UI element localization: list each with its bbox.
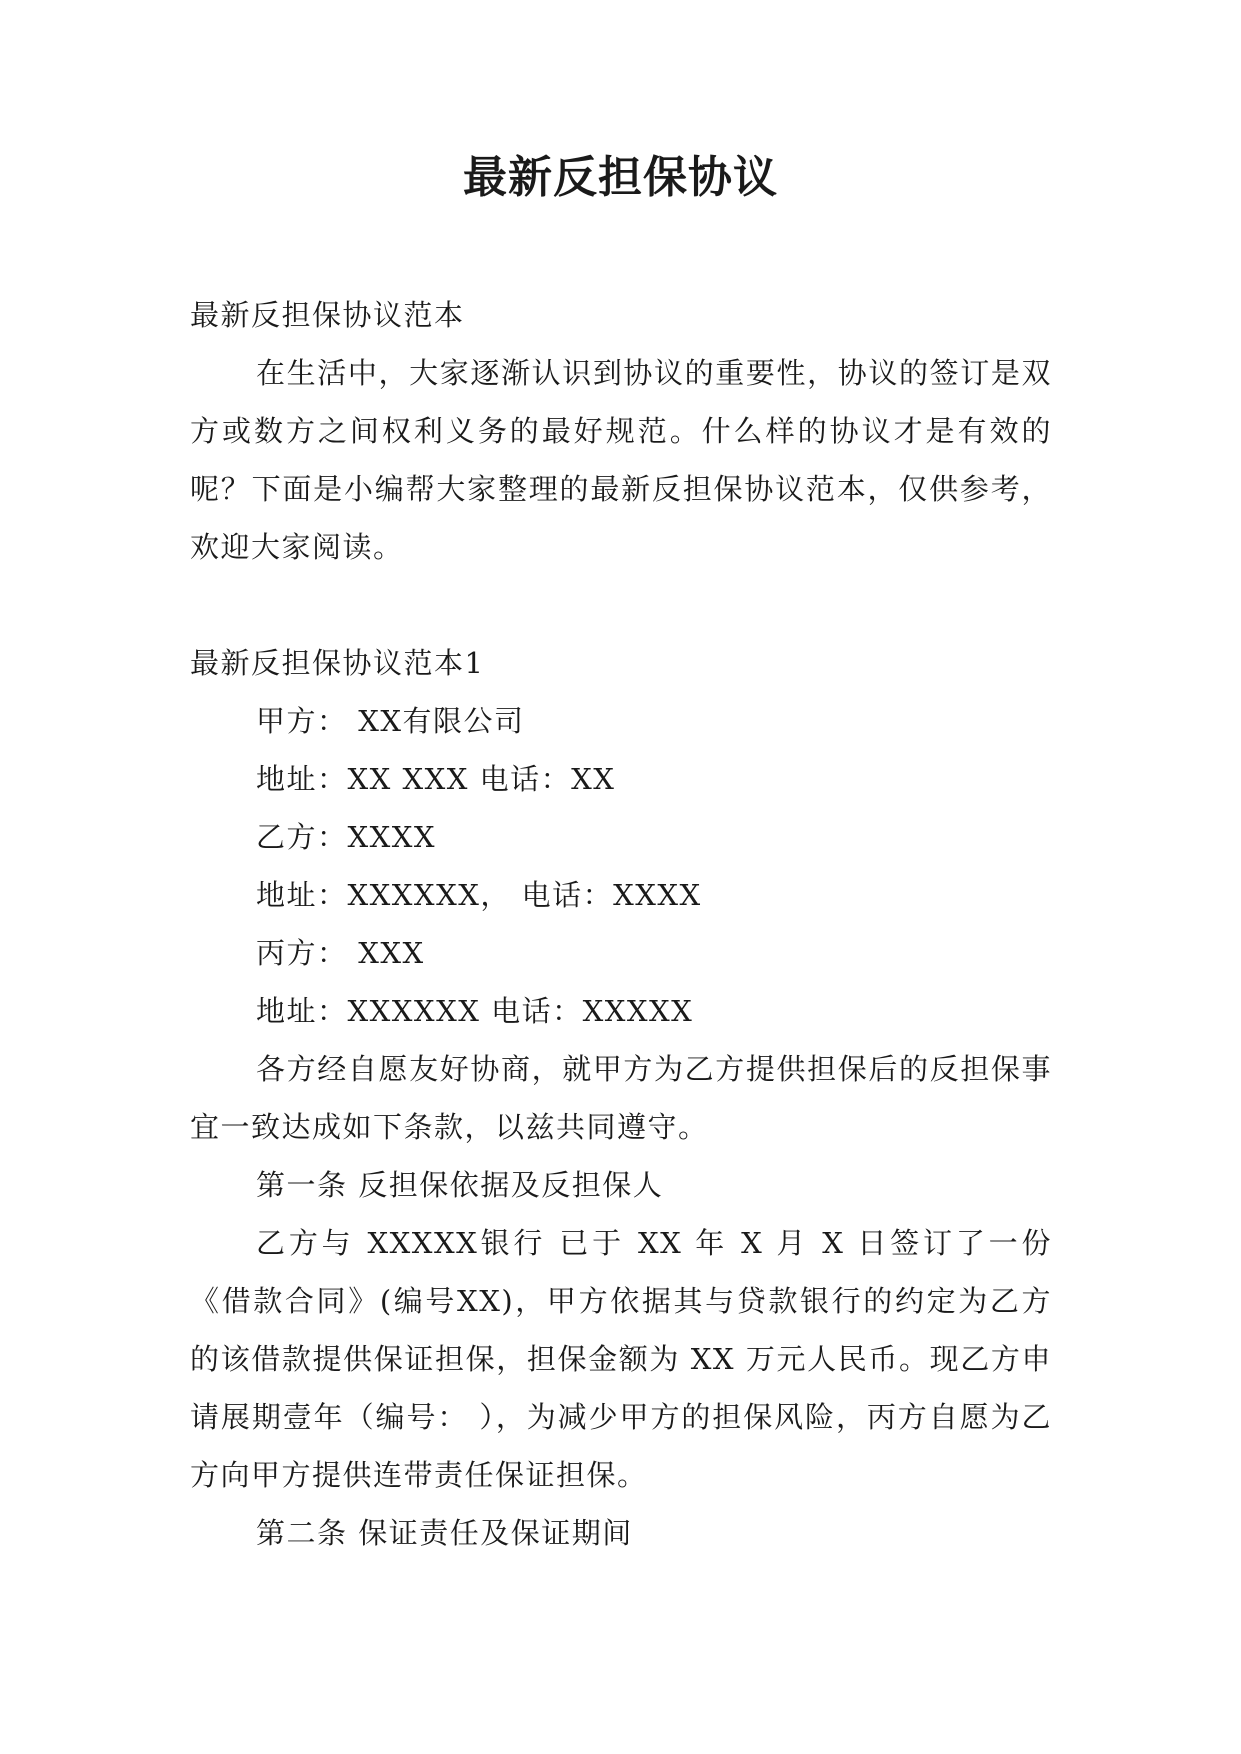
article-2-title: 第二条 保证责任及保证期间 [256, 1516, 633, 1550]
party-c-address-line: 地址：XXXXXX 电话：XXXXX [256, 994, 694, 1028]
party-a-address-line: 地址：XX XXX 电话：XX [256, 762, 616, 796]
document-body [190, 286, 1052, 1562]
agreement-intro-paragraph: 各方经自愿友好协商，就甲方为乙方提供担保后的反担保事宜一致达成如下条款，以兹共同遵守。 [190, 1052, 1052, 1144]
sample-heading: 最新反担保协议范本1 [190, 646, 485, 680]
intro-paragraph: 在生活中，大家逐渐认识到协议的重要性，协议的签订是双方或数方之间权利义务的最好规范。什么样的协议才是有效的呢？下面是小编帮大家整理的最新反担保协议范本，仅供参考，欢迎大家阅读。 [190, 356, 1052, 564]
party-a-line: 甲方： XX有限公司 [256, 704, 525, 738]
party-c-line: 丙方： XXX [256, 936, 425, 970]
article-1-paragraph: 乙方与 XXXXX银行 已于 XX 年 X 月 X 日签订了一份《借款合同》(编号XX)，甲方依据其与贷款银行的约定为乙方的该借款提供保证担保，担保金额为 XX 万元人民币。现乙方申请展期壹年（编号： ），为减少甲方的担保风险，丙方自愿为乙方向甲方提供连带责任保证担保。 [190, 1226, 1052, 1492]
document-title: 最新反担保协议 [463, 152, 778, 203]
article-1-title: 第一条 反担保依据及反担保人 [256, 1168, 664, 1202]
paragraph-gap [190, 576, 1052, 634]
party-b-address-line: 地址：XXXXXX， 电话：XXXX [256, 878, 702, 912]
sample-collection-heading: 最新反担保协议范本 [190, 298, 465, 332]
party-b-line: 乙方：XXXX [256, 820, 437, 854]
